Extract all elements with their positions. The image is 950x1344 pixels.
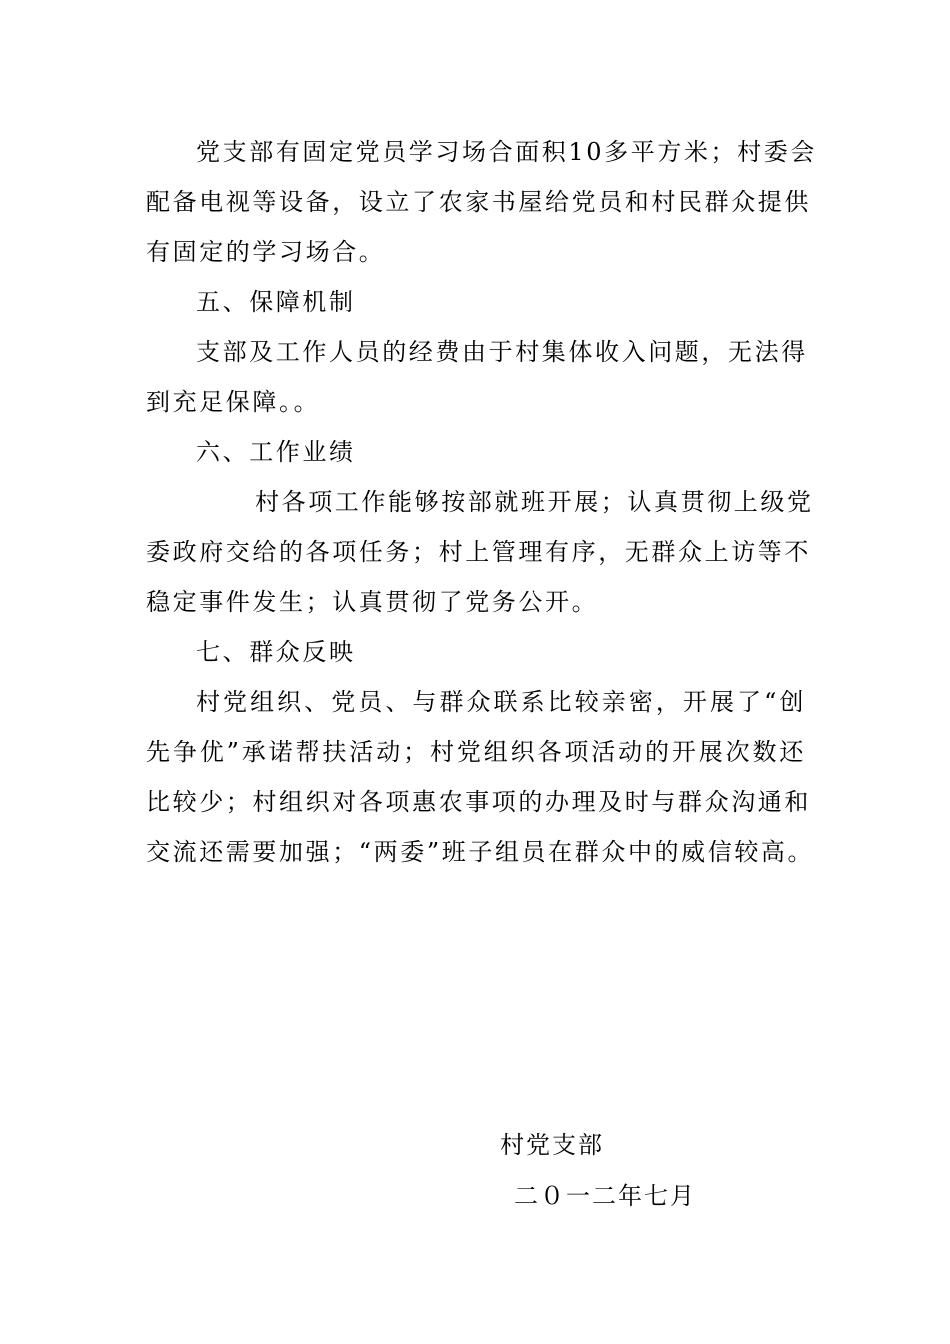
signature-organization: 村党支部 [500, 1131, 604, 1159]
signature-date: 二０一二年七月 [514, 1182, 696, 1210]
paragraph-line: 配备电视等设备，设立了农家书屋给党员和村民群众提供 [146, 188, 811, 216]
paragraph-line: 委政府交给的各项任务；村上管理有序，无群众上访等不 [146, 538, 811, 566]
paragraph-line: 党支部有固定党员学习场合面积10多平方米；村委会 [196, 138, 817, 166]
paragraph-line: 先争优”承诺帮扶活动；村党组织各项活动的开展次数还 [146, 738, 806, 766]
section-heading: 六、工作业绩 [196, 438, 356, 466]
section-heading: 七、群众反映 [196, 638, 356, 666]
paragraph-line: 有固定的学习场合。 [146, 238, 386, 266]
paragraph-line: 比较少；村组织对各项惠农事项的办理及时与群众沟通和 [146, 788, 811, 816]
paragraph-line: 村党组织、党员、与群众联系比较亲密，开展了“创 [196, 688, 806, 716]
paragraph-line: 稳定事件发生；认真贯彻了党务公开。 [146, 588, 599, 616]
paragraph-line: 交流还需要加强；“两委”班子组员在群众中的威信较高。 [146, 838, 815, 866]
paragraph-line: 到充足保障。。 [146, 388, 321, 416]
paragraph-line: 村各项工作能够按部就班开展；认真贯彻上级党 [255, 488, 814, 516]
section-heading: 五、保障机制 [196, 288, 356, 316]
paragraph-line: 支部及工作人员的经费由于村集体收入问题，无法得 [196, 338, 808, 366]
